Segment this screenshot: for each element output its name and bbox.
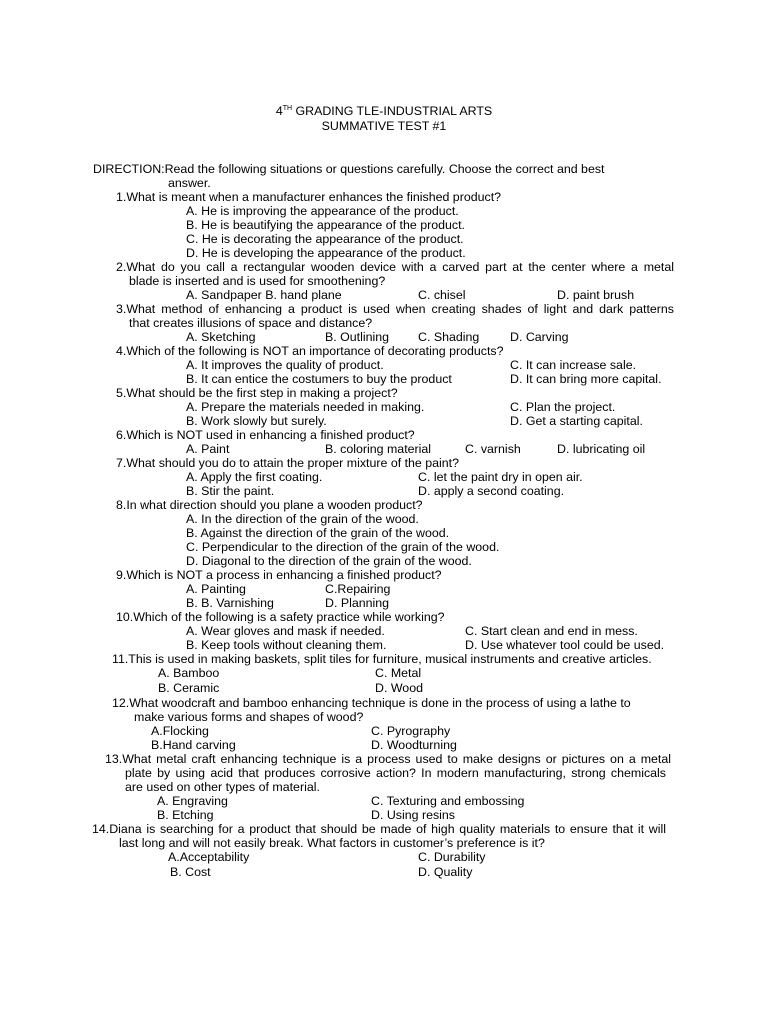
q10-option-c: C. Start clean and end in mess. xyxy=(465,624,638,638)
question-7: 7.What should you do to attain the proper mixture of the paint? xyxy=(116,456,460,470)
q9-option-a: A. Painting xyxy=(186,582,246,596)
q1-option-c: C. He is decorating the appearance of the product. xyxy=(186,232,464,246)
q1-option-d: D. He is developing the appearance of the product. xyxy=(186,246,466,260)
q10-option-a: A. Wear gloves and mask if needed. xyxy=(186,624,385,638)
q9-option-d: D. Planning xyxy=(325,596,390,610)
direction-line-2: answer. xyxy=(168,176,211,190)
q6-option-c: C. varnish xyxy=(465,442,521,456)
q4-option-c: C. It can increase sale. xyxy=(510,358,637,372)
question-5: 5.What should be the first step in making a project? xyxy=(116,386,398,400)
question-9: 9.Which is NOT a process in enhancing a finished product? xyxy=(116,568,442,582)
q7-option-b: B. Stir the paint. xyxy=(186,484,275,498)
q12-option-b: B.Hand carving xyxy=(151,738,236,752)
question-13-line-2: plate by using acid that produces corrosive action? In modern manufacturing, strong chemicals xyxy=(125,766,666,780)
q2-option-d: D. paint brush xyxy=(557,288,635,302)
q13-option-a: A. Engraving xyxy=(157,794,228,808)
q3-option-b: B. Outlining xyxy=(325,330,390,344)
q12-option-a: A.Flocking xyxy=(151,724,209,738)
q14-option-d: D. Quality xyxy=(418,865,473,879)
question-10: 10.Which of the following is a safety practice while working? xyxy=(116,610,445,624)
q14-option-b: B. Cost xyxy=(170,865,211,879)
q12-option-c: C. Pyrography xyxy=(371,724,451,738)
question-3-line-2: that creates illusions of space and distance? xyxy=(129,316,373,330)
q9-option-c: C.Repairing xyxy=(325,582,391,596)
q10-option-b: B. Keep tools without cleaning them. xyxy=(186,638,387,652)
q5-option-b: B. Work slowly but surely. xyxy=(186,414,327,428)
q1-option-a: A. He is improving the appearance of the product. xyxy=(186,204,459,218)
title-number: 4 xyxy=(275,104,283,118)
q7-option-c: C. let the paint dry in open air. xyxy=(418,470,583,484)
q5-option-d: D. Get a starting capital. xyxy=(510,414,643,428)
q7-option-a: A. Apply the first coating. xyxy=(186,470,323,484)
question-2-line-1: 2.What do you call a rectangular wooden device with a carved part at the center where a metal xyxy=(116,260,674,274)
q5-option-a: A. Prepare the materials needed in making. xyxy=(186,400,425,414)
q11-option-a: A. Bamboo xyxy=(158,666,220,680)
q2-option-a-b: A. Sandpaper B. hand plane xyxy=(186,288,342,302)
q2-option-c: C. chisel xyxy=(418,288,466,302)
direction-line-1: DIRECTION:Read the following situations or questions carefully. Choose the correct and best xyxy=(93,162,605,176)
q4-option-d: D. It can bring more capital. xyxy=(510,372,662,386)
q3-option-c: C. Shading xyxy=(418,330,480,344)
question-11: 11.This is used in making baskets, split tiles for furniture, musical instruments and creative articles. xyxy=(112,652,652,666)
q11-option-c: C. Metal xyxy=(375,666,422,680)
q4-option-a: A. It improves the quality of product. xyxy=(186,358,384,372)
q14-option-c: C. Durability xyxy=(418,850,486,864)
q13-option-b: B. Etching xyxy=(157,808,214,822)
q3-option-a: A. Sketching xyxy=(186,330,256,344)
question-12-line-1: 12.What woodcraft and bamboo enhancing technique is done in the process of using a lathe to xyxy=(112,696,631,710)
q8-option-b: B. Against the direction of the grain of the wood. xyxy=(186,526,450,540)
title-text: GRADING TLE-INDUSTRIAL ARTS xyxy=(292,104,493,118)
q1-option-b: B. He is beautifying the appearance of the product. xyxy=(186,218,465,232)
q13-option-d: D. Using resins xyxy=(371,808,456,822)
q6-option-b: B. coloring material xyxy=(325,442,432,456)
question-4: 4.Which of the following is NOT an importance of decorating products? xyxy=(116,344,504,358)
test-title xyxy=(0,104,768,118)
q6-option-a: A. Paint xyxy=(186,442,230,456)
question-12-line-2: make various forms and shapes of wood? xyxy=(134,710,364,724)
q13-option-c: C. Texturing and embossing xyxy=(371,794,525,808)
title-superscript: TH xyxy=(282,105,293,112)
question-13-line-3: are used on other types of material. xyxy=(125,780,320,794)
q8-option-d: D. Diagonal to the direction of the grain of the wood. xyxy=(186,554,472,568)
test-subtitle: SUMMATIVE TEST #1 xyxy=(321,119,447,133)
q11-option-d: D. Wood xyxy=(375,681,423,695)
q12-option-d: D. Woodturning xyxy=(371,738,457,752)
q8-option-a: A. In the direction of the grain of the wood. xyxy=(186,512,419,526)
question-3-line-1: 3.What method of enhancing a product is used when creating shades of light and dark patterns xyxy=(116,302,674,316)
q9-option-b: B. B. Varnishing xyxy=(186,596,274,610)
q11-option-b: B. Ceramic xyxy=(158,681,220,695)
question-2-line-2: blade is inserted and is used for smoothening? xyxy=(129,274,386,288)
q5-option-c: C. Plan the project. xyxy=(510,400,616,414)
question-13-line-1: 13.What metal craft enhancing technique is a process used to make designs or pictures on a metal xyxy=(105,752,671,766)
question-8: 8.In what direction should you plane a wooden product? xyxy=(116,498,423,512)
q7-option-d: D. apply a second coating. xyxy=(418,484,565,498)
question-14-line-1: 14.Diana is searching for a product that should be made of high quality materials to ensure that it will xyxy=(92,822,666,836)
question-6: 6.Which is NOT used in enhancing a finished product? xyxy=(116,428,415,442)
q10-option-d: D. Use whatever tool could be used. xyxy=(465,638,665,652)
question-14-line-2: last long and will not easily break. What factors in customer’s preference is it? xyxy=(119,836,545,850)
q6-option-d: D. lubricating oil xyxy=(557,442,646,456)
q14-option-a: A.Acceptability xyxy=(168,850,250,864)
q8-option-c: C. Perpendicular to the direction of the grain of the wood. xyxy=(186,540,500,554)
q3-option-d: D. Carving xyxy=(510,330,569,344)
question-1: 1.What is meant when a manufacturer enhances the finished product? xyxy=(116,190,502,204)
q4-option-b: B. It can entice the costumers to buy the product xyxy=(186,372,452,386)
